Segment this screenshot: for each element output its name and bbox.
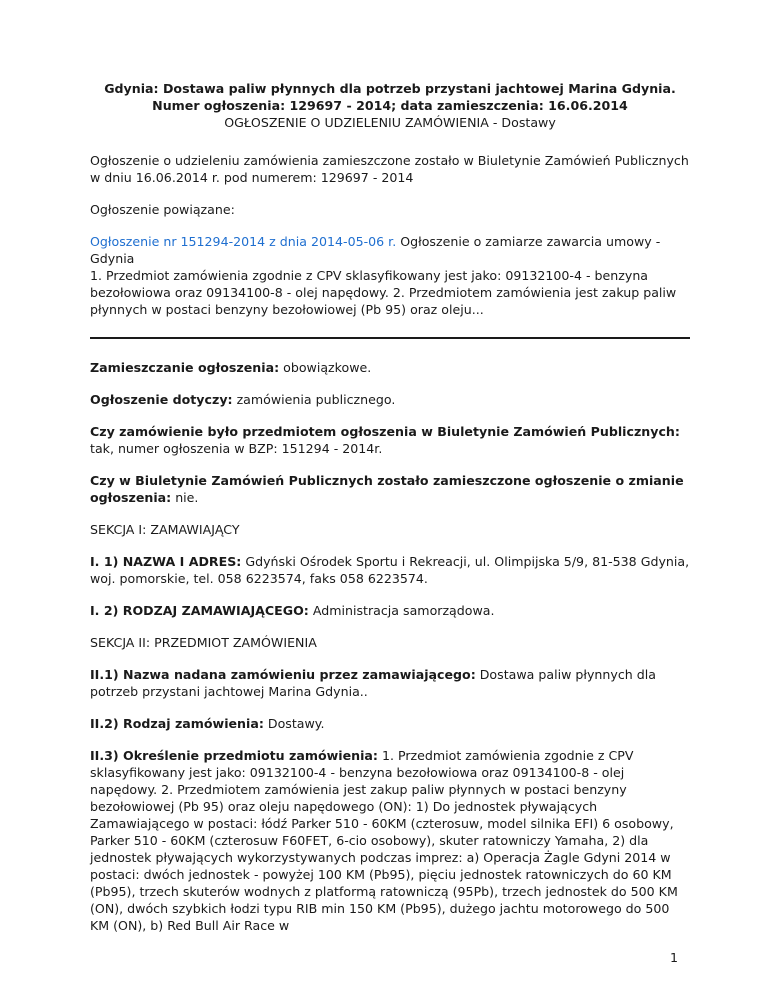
section1-type-value: Administracja samorządowa. [308, 603, 495, 618]
section1-type-label: I. 2) RODZAJ ZAMAWIAJĄCEGO: [90, 603, 309, 618]
field-concerns [90, 391, 690, 408]
section2-heading: SEKCJA II: PRZEDMIOT ZAMÓWIENIA [90, 635, 317, 650]
field-publication [90, 359, 690, 376]
document-content [90, 80, 690, 949]
field-bzp [90, 423, 690, 457]
related-link-line [90, 233, 690, 267]
section2-kind-label: II.2) Rodzaj zamówienia: [90, 716, 264, 731]
page-number: 1 [669, 950, 678, 965]
document-title: Gdynia: Dostawa paliw płynnych dla potrzeb przystani jachtowej Marina Gdynia. [104, 81, 676, 96]
field-change-value: nie. [171, 490, 199, 505]
section2-kind-value: Dostawy. [263, 716, 325, 731]
field-bzp-label: Czy zamówienie było przedmiotem ogłoszenia w Biuletynie Zamówień Publicznych: [90, 424, 680, 439]
section1-name-label: I. 1) NAZWA I ADRES: [90, 554, 242, 569]
related-announcement [90, 233, 690, 318]
section1-type [90, 602, 690, 619]
section2-title [90, 666, 690, 700]
field-publication-value: obowiązkowe. [279, 360, 372, 375]
announcement-type: OGŁOSZENIE O UDZIELENIU ZAMÓWIENIA - Dostawy [224, 115, 556, 130]
field-change [90, 472, 690, 506]
intro-paragraph: Ogłoszenie o udzieleniu zamówienia zamieszczone zostało w Biuletynie Zamówień Publicznych w dniu 16.06.2014 r. pod numerem: 129697 - 2014 [90, 153, 689, 185]
related-label: Ogłoszenie powiązane: [90, 202, 235, 217]
section-divider [90, 337, 690, 339]
announcement-number: Numer ogłoszenia: 129697 - 2014; data zamieszczenia: 16.06.2014 [152, 98, 628, 113]
related-summary: 1. Przedmiot zamówienia zgodnie z CPV sklasyfikowany jest jako: 09132100-4 - benzyna bezołowiowa oraz 09134100-8 - olej napędowy. 2. Przedmiotem zamówienia jest zakup paliw płynnych w postaci benzyny bezołowiowej (Pb 95) oraz oleju... [90, 268, 677, 317]
section2-title-value: Dostawa paliw płynnych dla potrzeb przystani jachtowej Marina Gdynia.. [90, 667, 656, 699]
field-publication-label: Zamieszczanie ogłoszenia: [90, 360, 280, 375]
document-header [90, 80, 690, 131]
field-concerns-value: zamówienia publicznego. [232, 392, 396, 407]
section2-description-label: II.3) Określenie przedmiotu zamówienia: [90, 748, 378, 763]
field-concerns-label: Ogłoszenie dotyczy: [90, 392, 233, 407]
related-link-suffix: Ogłoszenie o zamiarze zawarcia umowy - Gdynia [90, 234, 661, 266]
field-change-label: Czy w Biuletynie Zamówień Publicznych zostało zamieszczone ogłoszenie o zmianie ogłoszenia: [90, 473, 684, 505]
section2-description [90, 747, 690, 934]
field-bzp-value: tak, numer ogłoszenia w BZP: 151294 - 2014r. [90, 441, 383, 456]
section2-description-value: 1. Przedmiot zamówienia zgodnie z CPV sklasyfikowany jest jako: 09132100-4 - benzyna bezołowiowa oraz 09134100-8 - olej napędowy. 2. Przedmiotem zamówienia jest zakup paliw płynnych w postaci benzyny bezołowiowej (Pb 95) oraz oleju napędowego (ON): 1) Do jednostek pływających Zamawiającego w postaci: łódź Parker 510 - 60KM (czterosuw, model silnika EFI) 6 osobowy, Parker 510 - 60KM (czterosuw F60FET, 6-cio osobowy), skuter ratowniczy Yamaha, 2) dla jednostek pływających wykorzystywanych podczas imprez: a) Operacja Żagle Gdyni 2014 w postaci: dwóch jednostek - powyżej 100 KM (Pb95), pięciu jednostek ratowniczych do 60 KM (Pb95), trzech skuterów wodnych z platformą ratowniczą (95Pb), trzech jednostek do 500 KM (ON), dwóch szybkich łodzi typu RIB min 150 KM (Pb95), dużego jachtu motorowego do 500 KM (ON), b) Red Bull Air Race w [90, 748, 678, 933]
related-announcement-link[interactable]: Ogłoszenie nr 151294-2014 z dnia 2014-05-06 r. [90, 234, 397, 249]
section1-name-value: Gdyński Ośrodek Sportu i Rekreacji, ul. Olimpijska 5/9, 81-538 Gdynia, woj. pomorskie, tel. 058 6223574, faks 058 6223574. [90, 554, 690, 586]
section2-title-label: II.1) Nazwa nadana zamówieniu przez zamawiającego: [90, 667, 476, 682]
section1-name [90, 553, 690, 587]
section1-heading: SEKCJA I: ZAMAWIAJĄCY [90, 522, 240, 537]
section2-kind [90, 715, 690, 732]
